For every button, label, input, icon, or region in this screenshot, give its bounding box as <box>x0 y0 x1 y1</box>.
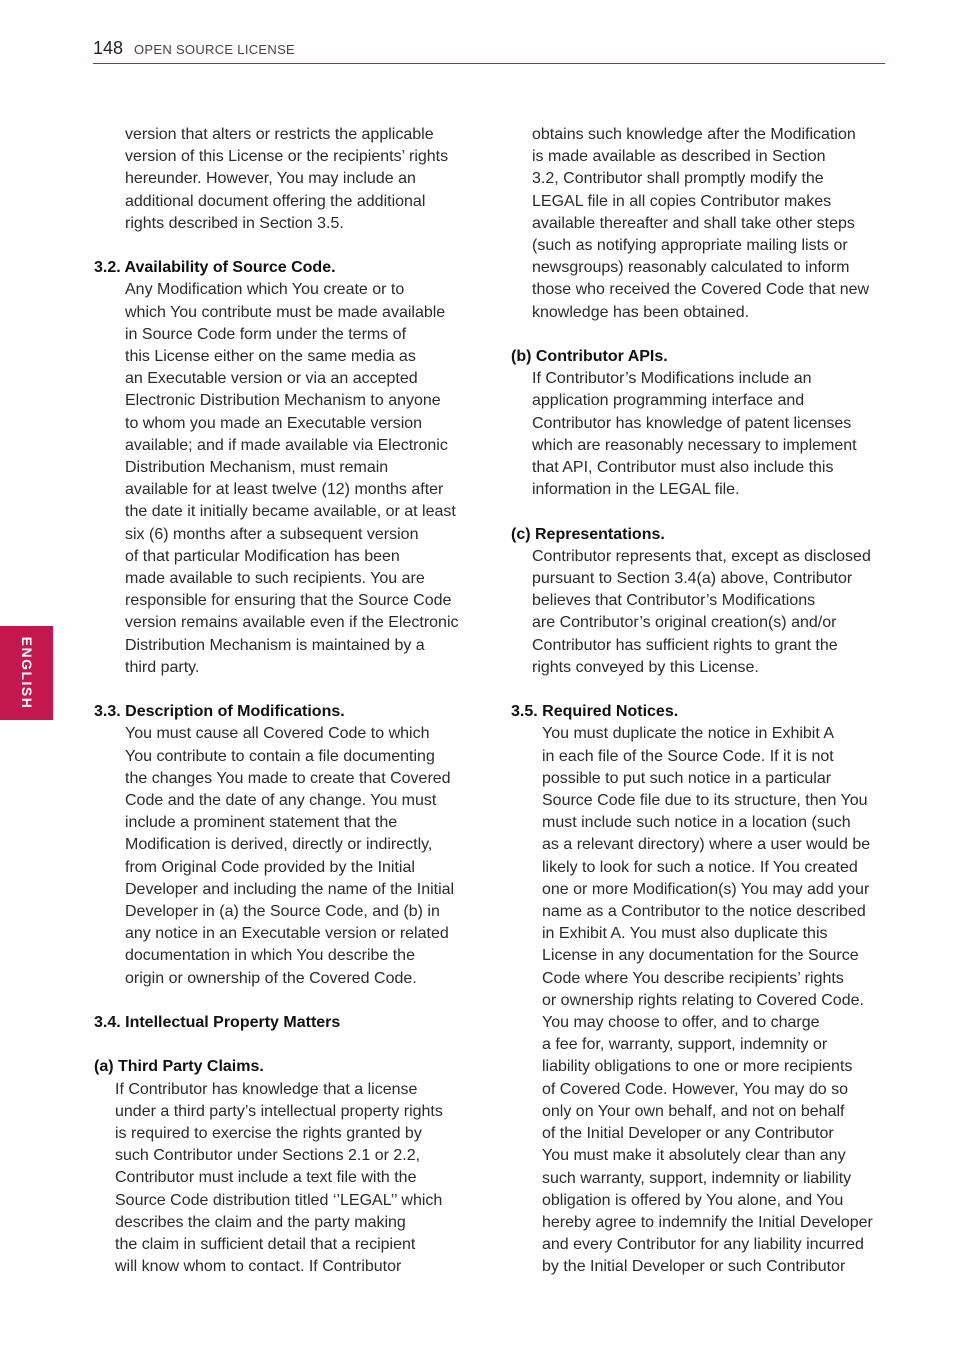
section-3-4-heading: 3.4. Intellectual Property Matters <box>94 1014 341 1032</box>
language-tab-label: ENGLISH <box>18 636 35 710</box>
section-3-2-heading: 3.2. Availability of Source Code. <box>94 259 336 277</box>
page-header-title: OPEN SOURCE LICENSE <box>134 42 296 57</box>
intro-paragraph: version that alters or restricts the applicable version of this License or the recipients’ rights hereunder. However, You may include an additional document offering the additional rights described in Section 3.5. <box>125 126 449 232</box>
continuation-paragraph: obtains such knowledge after the Modification is made available as described in Section 3.2, Contributor shall promptly modify the LEGAL file in all copies Contributor makes available thereafter and shall take other steps (such as notifying appropriate mailing lists or newsgroups) reasonably calculated to inform those who received the Covered Code that new knowledge has been obtained. <box>532 126 870 321</box>
section-3-4-b-heading: (b) Contributor APIs. <box>511 348 668 366</box>
section-3-4-c-heading: (c) Representations. <box>511 525 665 543</box>
right-column <box>511 124 891 1279</box>
section-3-4-b-body: If Contributor’s Modifications include an application programming interface and Contributor has knowledge of patent licenses which are reasonably necessary to implement that API, Contributor must also include this information in the LEGAL file. <box>532 370 857 499</box>
section-3-5-heading: 3.5. Required Notices. <box>511 703 679 721</box>
section-3-4-a-heading: (a) Third Party Claims. <box>94 1058 264 1076</box>
section-3-2-body: Any Modification which You create or to which You contribute must be made available in Source Code form under the terms of this License either on the same media as an Executable version or via an accepted Electronic Distribution Mechanism to anyone to whom you made an Executable version available; and if made available via Electronic Distribution Mechanism, must remain available for at least twelve (12) months after the date it initially became available, or at least six (6) months after a subsequent version of that particular Modification has been made available to such recipients. You are responsible for ensuring that the Source Code version remains available even if the Electronic Distribution Mechanism is maintained by a third party. <box>125 281 459 676</box>
section-3-3-heading: 3.3. Description of Modifications. <box>94 703 345 721</box>
section-3-3-body: You must cause all Covered Code to which You contribute to contain a file documenting the changes You made to create that Covered Code and the date of any change. You must include a prominent statement that the Modification is derived, directly or indirectly, from Original Code provided by the Initial Developer and including the name of the Initial Developer in (a) the Source Code, and (b) in any notice in an Executable version or related documentation in which You describe the origin or ownership of the Covered Code. <box>125 725 455 987</box>
section-3-4-c-body: Contributor represents that, except as disclosed pursuant to Section 3.4(a) above, Contributor believes that Contributor’s Modifications are Contributor’s original creation(s) and/or Contributor has sufficient rights to grant the rights conveyed by this License. <box>532 547 871 676</box>
page-number: 148 <box>93 38 124 58</box>
language-side-tab <box>0 626 53 720</box>
page-header <box>93 36 885 64</box>
left-column <box>94 124 474 1279</box>
section-3-4-a-body: If Contributor has knowledge that a license under a third party’s intellectual property rights is required to exercise the rights granted by such Contributor under Sections 2.1 or 2.2, Contributor must include a text file with the Source Code distribution titled ‘’LEGAL’’ which describes the claim and the party making the claim in sufficient detail that a recipient will know whom to contact. If Contributor <box>115 1080 443 1276</box>
section-3-5-body: You must duplicate the notice in Exhibit A in each file of the Source Code. If it is not possible to put such notice in a particular Source Code file due to its structure, then You must include such notice in a location (such as a relevant directory) where a user would be likely to look for such a notice. If You created one or more Modification(s) You may add your name as a Contributor to the notice described in Exhibit A. You must also duplicate this License in any documentation for the Source Code where You describe recipients’ rights or ownership rights relating to Covered Code. You may choose to offer, and to charge a fee for, warranty, support, indemnity or liability obligations to one or more recipients of Covered Code. However, You may do so only on Your own behalf, and not on behalf of the Initial Developer or any Contributor You must make it absolutely clear than any such warranty, support, indemnity or liability obligation is offered by You alone, and You hereby agree to indemnify the Initial Developer and every Contributor for any liability incurred by the Initial Developer or such Contributor <box>542 725 873 1276</box>
